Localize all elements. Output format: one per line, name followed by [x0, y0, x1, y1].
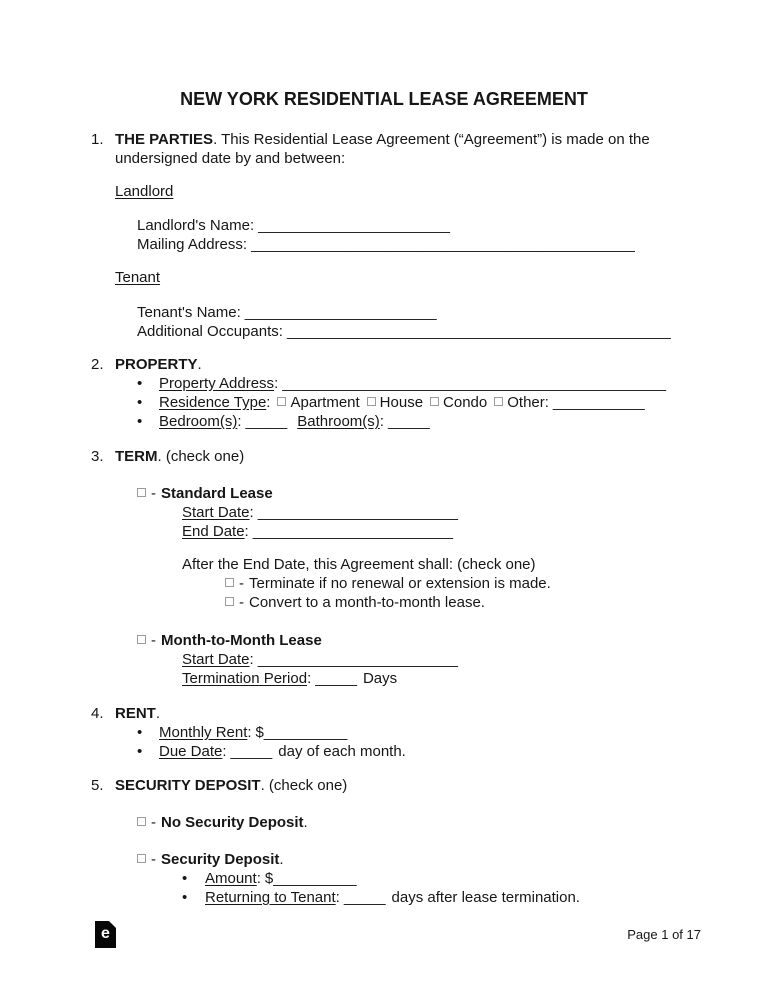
period: .	[279, 851, 284, 868]
section-term-number: 3.	[91, 448, 104, 465]
colon: :	[278, 323, 283, 340]
other-option-label: Other	[507, 394, 545, 411]
mailing-address-blank[interactable]: ______________________________________________	[251, 236, 635, 253]
colon: :	[236, 304, 241, 321]
condo-checkbox[interactable]	[430, 397, 439, 406]
dollar-sign: $	[264, 870, 274, 887]
termination-period-label: Termination Period	[182, 670, 308, 687]
dash: -	[239, 575, 244, 592]
mailing-address-label: Mailing Address	[137, 236, 243, 253]
returning-to-tenant-label: Returning to Tenant	[205, 889, 336, 906]
section-term-suffix: . (check one)	[157, 448, 245, 465]
section-property-period: .	[197, 356, 202, 373]
condo-option-label: Condo	[443, 394, 488, 411]
security-deposit-label: Security Deposit	[161, 851, 280, 868]
landlord-heading-line	[115, 182, 768, 201]
section-rent-heading: RENT	[115, 705, 156, 722]
dash: -	[151, 851, 156, 868]
convert-checkbox[interactable]	[225, 597, 234, 606]
page-number-label: Page 1 of 17	[627, 927, 701, 942]
deposit-amount-label: Amount	[205, 870, 257, 887]
monthly-rent-label: Monthly Rent	[159, 724, 248, 741]
bullet-icon: •	[137, 743, 143, 760]
colon: :	[249, 504, 254, 521]
mailing-address-line	[137, 235, 768, 254]
standard-start-date-blank[interactable]: ________________________	[257, 504, 458, 521]
colon: :	[249, 217, 255, 234]
standard-lease-label: Standard Lease	[161, 485, 273, 502]
bullet-icon: •	[137, 413, 143, 430]
eforms-logo	[95, 921, 116, 948]
tenant-heading-line	[115, 268, 768, 287]
section-property-number: 2.	[91, 356, 104, 373]
security-deposit-line	[137, 850, 768, 869]
tenant-name-blank[interactable]: _______________________	[244, 304, 437, 321]
bedrooms-blank[interactable]: _____	[245, 413, 288, 430]
due-date-suffix: day of each month.	[278, 743, 406, 760]
start-date-label: Start Date	[182, 651, 250, 668]
tenant-name-label: Tenant's Name	[137, 304, 237, 321]
dash: -	[151, 632, 156, 649]
convert-option-label: Convert to a month-to-month lease.	[249, 594, 485, 611]
house-checkbox[interactable]	[367, 397, 376, 406]
additional-occupants-blank[interactable]: ______________________________________________	[286, 323, 671, 340]
section-parties	[91, 130, 701, 168]
section-term-heading: TERM	[115, 448, 158, 465]
due-date-blank[interactable]: _____	[230, 743, 273, 760]
colon: :	[544, 394, 549, 411]
end-date-label: End Date	[182, 523, 245, 540]
residence-type-label: Residence Type	[159, 394, 267, 411]
returning-to-tenant-blank[interactable]: _____	[343, 889, 386, 906]
termination-period-blank[interactable]: _____	[315, 670, 357, 687]
bedrooms-label: Bedroom(s)	[159, 413, 238, 430]
standard-start-date-line	[182, 503, 768, 522]
section-security-heading: SECURITY DEPOSIT	[115, 777, 261, 794]
landlord-fields	[137, 216, 768, 254]
tenant-name-line	[137, 303, 768, 322]
bullet-icon: •	[182, 870, 188, 887]
section-security-suffix: . (check one)	[260, 777, 348, 794]
property-address-line	[137, 374, 768, 393]
apartment-option-label: Apartment	[290, 394, 360, 411]
section-property-heading: PROPERTY	[115, 356, 198, 373]
document-title: NEW YORK RESIDENTIAL LEASE AGREEMENT	[180, 89, 588, 109]
tenant-heading: Tenant	[115, 269, 161, 286]
dash: -	[239, 594, 244, 611]
bedrooms-bathrooms-line	[137, 412, 768, 431]
tenant-fields	[137, 303, 768, 341]
other-blank[interactable]: ___________	[552, 394, 645, 411]
other-checkbox[interactable]	[494, 397, 503, 406]
colon: :	[256, 870, 261, 887]
colon: :	[274, 375, 279, 392]
colon: :	[222, 743, 227, 760]
section-parties-intro	[115, 130, 695, 168]
section-term	[91, 447, 701, 466]
colon: :	[379, 413, 384, 430]
colon: :	[335, 889, 340, 906]
bullet-icon: •	[182, 889, 188, 906]
standard-lease-checkbox[interactable]	[137, 488, 146, 497]
mtm-start-date-blank[interactable]: ________________________	[257, 651, 458, 668]
returning-to-tenant-line	[182, 888, 768, 907]
terminate-option-label: Terminate if no renewal or extension is made.	[249, 575, 551, 592]
mtm-start-date-line	[182, 650, 768, 669]
section-parties-intro-text: . This Residential Lease Agreement (“Agreement”) is made on the undersigned date by and between:	[115, 131, 650, 167]
standard-lease-option-line	[137, 484, 768, 503]
bullet-icon: •	[137, 375, 143, 392]
period: .	[303, 814, 308, 831]
section-rent	[91, 704, 701, 723]
section-security-number: 5.	[91, 777, 104, 794]
colon: :	[237, 413, 242, 430]
bullet-icon: •	[137, 724, 143, 741]
no-security-deposit-line	[137, 813, 768, 832]
termination-period-suffix: Days	[362, 670, 398, 687]
convert-option-line	[225, 593, 768, 612]
dash: -	[151, 814, 156, 831]
no-security-deposit-checkbox[interactable]	[137, 817, 146, 826]
terminate-option-line	[225, 574, 768, 593]
eforms-logo-letter: e	[101, 925, 110, 942]
start-date-label: Start Date	[182, 504, 250, 521]
bathrooms-blank[interactable]: _____	[387, 413, 430, 430]
dash: -	[151, 485, 156, 502]
after-end-date-intro: After the End Date, this Agreement shall: (check one)	[182, 556, 536, 573]
colon: :	[266, 394, 271, 411]
deposit-amount-line	[182, 869, 768, 888]
monthly-rent-line	[137, 723, 768, 742]
additional-occupants-line	[137, 322, 768, 341]
deposit-amount-blank[interactable]: __________	[273, 870, 357, 887]
section-rent-period: .	[155, 705, 161, 722]
section-parties-number: 1.	[91, 131, 104, 148]
due-date-label: Due Date	[159, 743, 223, 760]
residence-type-line	[137, 393, 768, 412]
dollar-sign: $	[255, 724, 264, 741]
landlord-name-blank[interactable]: _______________________	[258, 217, 450, 234]
termination-period-line	[182, 669, 768, 688]
security-deposit-checkbox[interactable]	[137, 854, 146, 863]
standard-end-date-line	[182, 522, 768, 541]
bathrooms-label: Bathroom(s)	[297, 413, 380, 430]
month-to-month-checkbox[interactable]	[137, 635, 146, 644]
colon: :	[242, 236, 248, 253]
landlord-heading: Landlord	[115, 183, 174, 200]
terminate-checkbox[interactable]	[225, 578, 234, 587]
monthly-rent-blank[interactable]: __________	[263, 724, 348, 741]
colon: :	[307, 670, 312, 687]
property-address-label: Property Address	[159, 375, 275, 392]
colon: :	[247, 724, 252, 741]
month-to-month-option-line	[137, 631, 768, 650]
month-to-month-label: Month-to-Month Lease	[161, 632, 322, 649]
standard-end-date-blank[interactable]: ________________________	[252, 523, 453, 540]
no-security-deposit-label: No Security Deposit	[161, 814, 304, 831]
additional-occupants-label: Additional Occupants	[137, 323, 279, 340]
due-date-line	[137, 742, 768, 761]
section-property	[91, 355, 701, 374]
property-address-blank[interactable]: ______________________________________________	[282, 375, 666, 392]
returning-to-tenant-suffix: days after lease termination.	[391, 889, 580, 906]
apartment-checkbox[interactable]	[277, 397, 286, 406]
section-parties-heading: THE PARTIES	[115, 131, 214, 148]
landlord-name-line	[137, 216, 768, 235]
colon: :	[249, 651, 254, 668]
section-security-deposit	[91, 776, 701, 795]
bullet-icon: •	[137, 394, 143, 411]
section-rent-number: 4.	[91, 705, 104, 722]
house-option-label: House	[379, 394, 424, 411]
landlord-name-label: Landlord's Name	[137, 217, 250, 234]
colon: :	[244, 523, 249, 540]
